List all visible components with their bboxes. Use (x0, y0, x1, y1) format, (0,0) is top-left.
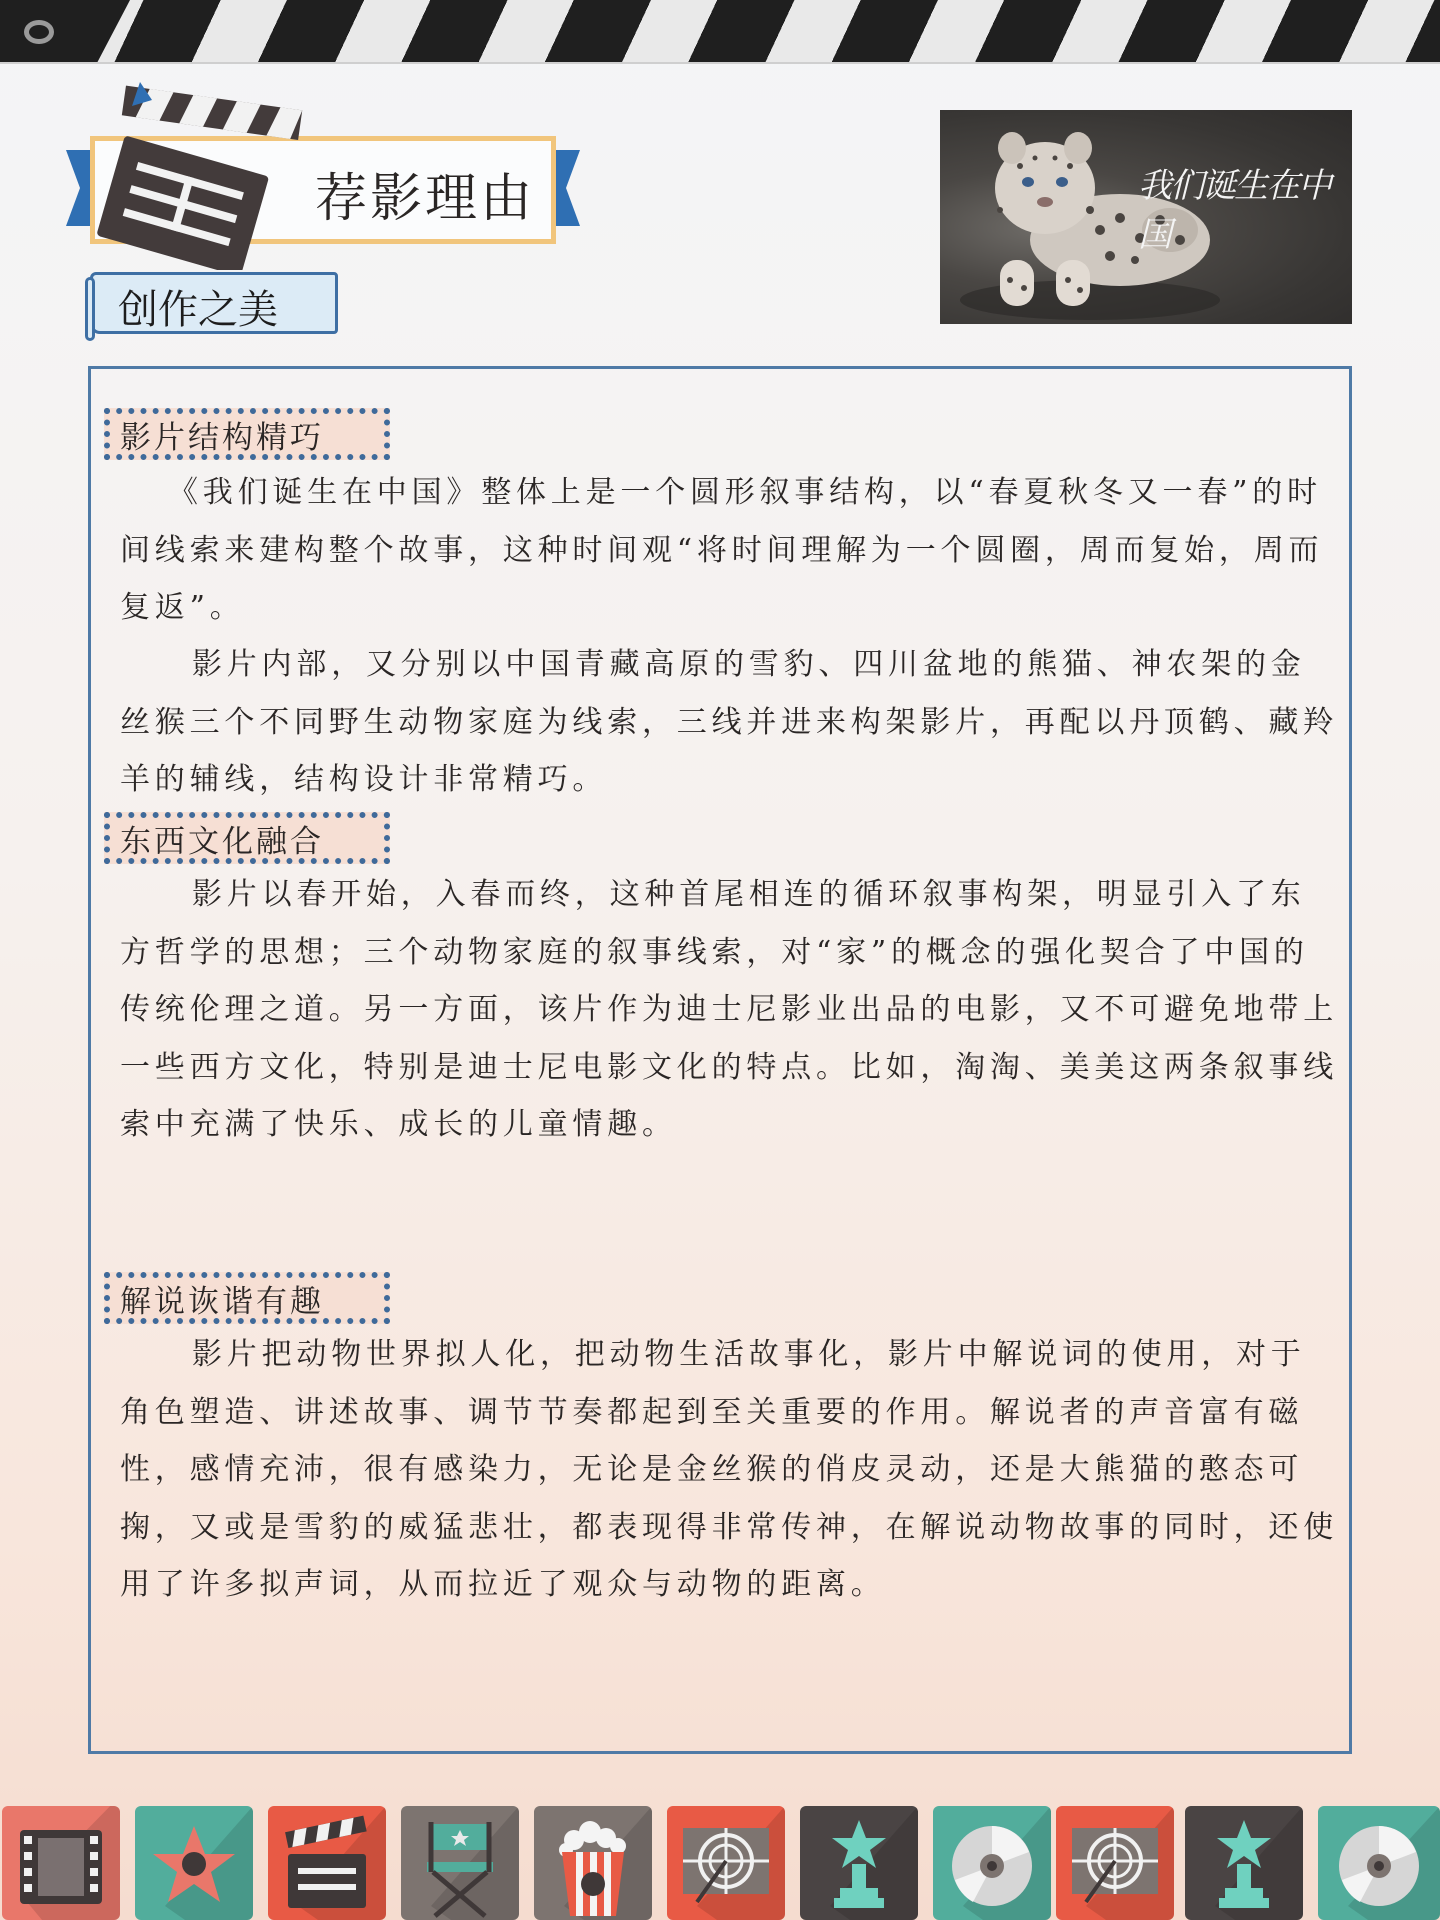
heading-structure: 影片结构精巧 (120, 420, 324, 456)
paragraph: 影片以春开始，入春而终，这种首尾相连的循环叙事构架，明显引入了东方哲学的思想；三个动物家庭的叙事线索，对“家”的概念的强化契合了中国的传统伦理之道。另一方面，该片作为迪士尼影业出品的电影，又不可避免地带上一些西方文化，特别是迪士尼电影文化的特点。比如，淘淘、美美这两条叙事线索中充满了快乐、成长的儿童情趣。 (120, 877, 1338, 1142)
popcorn-icon (534, 1806, 652, 1920)
clapperboard-icon (88, 80, 310, 270)
ring-icon (24, 20, 54, 44)
disc-icon (933, 1806, 1051, 1920)
bottom-icon-bar (0, 1806, 1440, 1920)
director-chair-icon (401, 1806, 519, 1920)
star-icon (135, 1806, 253, 1920)
paragraph: 《我们诞生在中国》整体上是一个圆形叙事结构，以“春夏秋冬又一春”的时间线索来建构整个故事，这种时间观“将时间理解为一个圆圈，周而复始，周而复返”。 (120, 475, 1324, 625)
stripe-dark-end (0, 0, 130, 62)
award-trophy-icon (800, 1806, 918, 1920)
top-clapper-stripe (0, 0, 1440, 64)
photo-caption: 我们诞生在中国 (1138, 166, 1330, 255)
film-countdown-icon (667, 1806, 785, 1920)
snow-leopard-photo (940, 110, 1352, 324)
page-title: 荐影理由 (315, 169, 536, 229)
paragraph: 影片内部，又分别以中国青藏高原的雪豹、四川盆地的熊猫、神农架的金丝猴三个不同野生动物家庭为线索，三线并进来构架影片，再配以丹顶鹤、藏羚羊的辅线，结构设计非常精巧。 (120, 647, 1338, 797)
disc-icon (1318, 1806, 1440, 1920)
heading-narration: 解说诙谐有趣 (120, 1284, 324, 1320)
paragraph: 影片把动物世界拟人化，把动物生活故事化，影片中解说词的使用，对于角色塑造、讲述故事、调节节奏都起到至关重要的作用。解说者的声音富有磁性，感情充沛，很有感染力，无论是金丝猴的俏皮灵动，还是大熊猫的憨态可掬，又或是雪豹的威猛悲壮，都表现得非常传神，在解说动物故事的同时，还使用了许多拟声词，从而拉近了观众与动物的距离。 (120, 1337, 1338, 1602)
clapperboard-icon (268, 1806, 386, 1920)
section-title: 创作之美 (118, 287, 278, 333)
heading-culture: 东西文化融合 (120, 824, 324, 860)
award-trophy-icon (1185, 1806, 1303, 1920)
film-strip-icon (2, 1806, 120, 1920)
film-countdown-icon (1056, 1806, 1174, 1920)
